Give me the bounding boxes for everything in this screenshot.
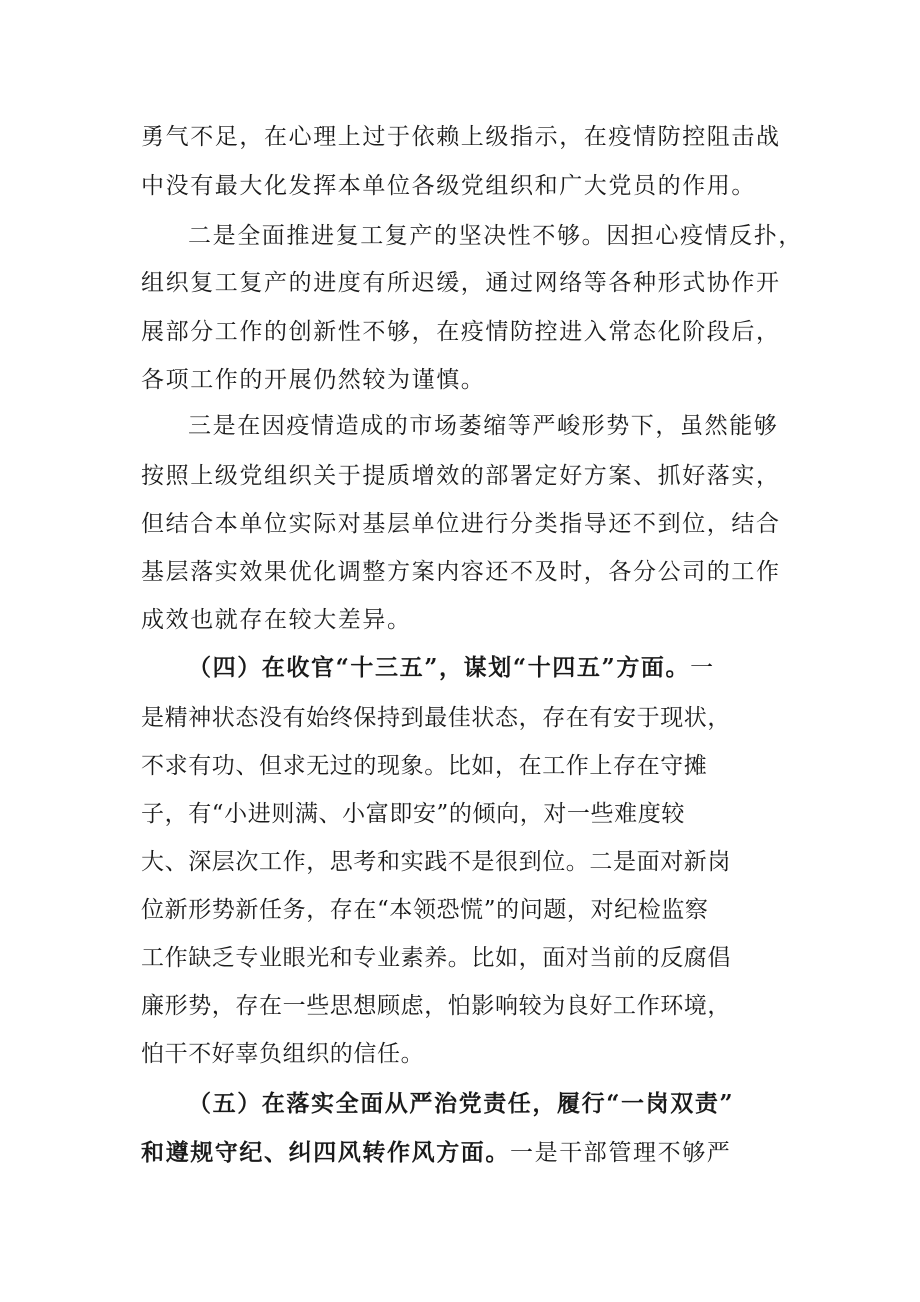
paragraph-line: 中没有最大化发挥本单位各级党组织和广大党员的作用。 (141, 173, 756, 199)
paragraph-line: 二是全面推进复工复产的坚决性不够。因担心疫情反扑， (188, 223, 803, 249)
paragraph-line: 基层落实效果优化调整方案内容还不及时，各分公司的工作 (141, 559, 781, 585)
section-5-text: 一是干部管理不够严 (510, 1140, 732, 1166)
section-4-heading-tail: 一 (690, 655, 715, 681)
paragraph-line: 按照上级党组织关于提质增效的部署定好方案、抓好落实， (141, 463, 781, 489)
section-5-heading-cont: 和遵规守纪、纠四风转作风方面。 (141, 1139, 510, 1166)
paragraph-line: 怕干不好辜负组织的信任。 (141, 1041, 425, 1067)
paragraph-line: 位新形势新任务，存在“本领恐慌”的问题，对纪检监察 (141, 897, 709, 923)
paragraph-line: 三是在因疫情造成的市场萎缩等严峻形势下，虽然能够 (188, 413, 779, 439)
paragraph-line: 是精神状态没有始终保持到最佳状态，存在有安于现状， (141, 705, 731, 731)
paragraph-line: 成效也就存在较大差异。 (141, 607, 412, 633)
paragraph-line: 各项工作的开展仍然较为谨慎。 (141, 367, 486, 393)
paragraph-line: 组织复工复产的进度有所迟缓，通过网络等各种形式协作开 (141, 270, 781, 296)
paragraph-line: 大、深层次工作，思考和实践不是很到位。二是面对新岗 (141, 849, 731, 875)
paragraph-line: 勇气不足，在心理上过于依赖上级指示，在疫情防控阻击战 (141, 124, 781, 150)
section-5-second-line (141, 1138, 731, 1168)
paragraph-line: 子，有“小进则满、小富即安”的倾向，对一些难度较 (141, 801, 685, 827)
paragraph-line: 不求有功、但求无过的现象。比如，在工作上存在守摊 (141, 753, 708, 779)
paragraph-line: 廉形势，存在一些思想顾虑，怕影响较为良好工作环境， (141, 993, 731, 1019)
paragraph-line: 工作缺乏专业眼光和专业素养。比如，面对当前的反腐倡 (141, 945, 731, 971)
paragraph-line: 但结合本单位实际对基层单位进行分类指导还不到位，结合 (141, 511, 781, 537)
section-4-heading: （四）在收官“十三五”，谋划“十四五”方面。 (188, 654, 691, 681)
paragraph-line: 展部分工作的创新性不够，在疫情防控进入常态化阶段后， (141, 319, 781, 345)
section-5-heading: （五）在落实全面从严治党责任，履行“一岗双责” (188, 1090, 735, 1117)
section-4-first-line (188, 653, 715, 683)
